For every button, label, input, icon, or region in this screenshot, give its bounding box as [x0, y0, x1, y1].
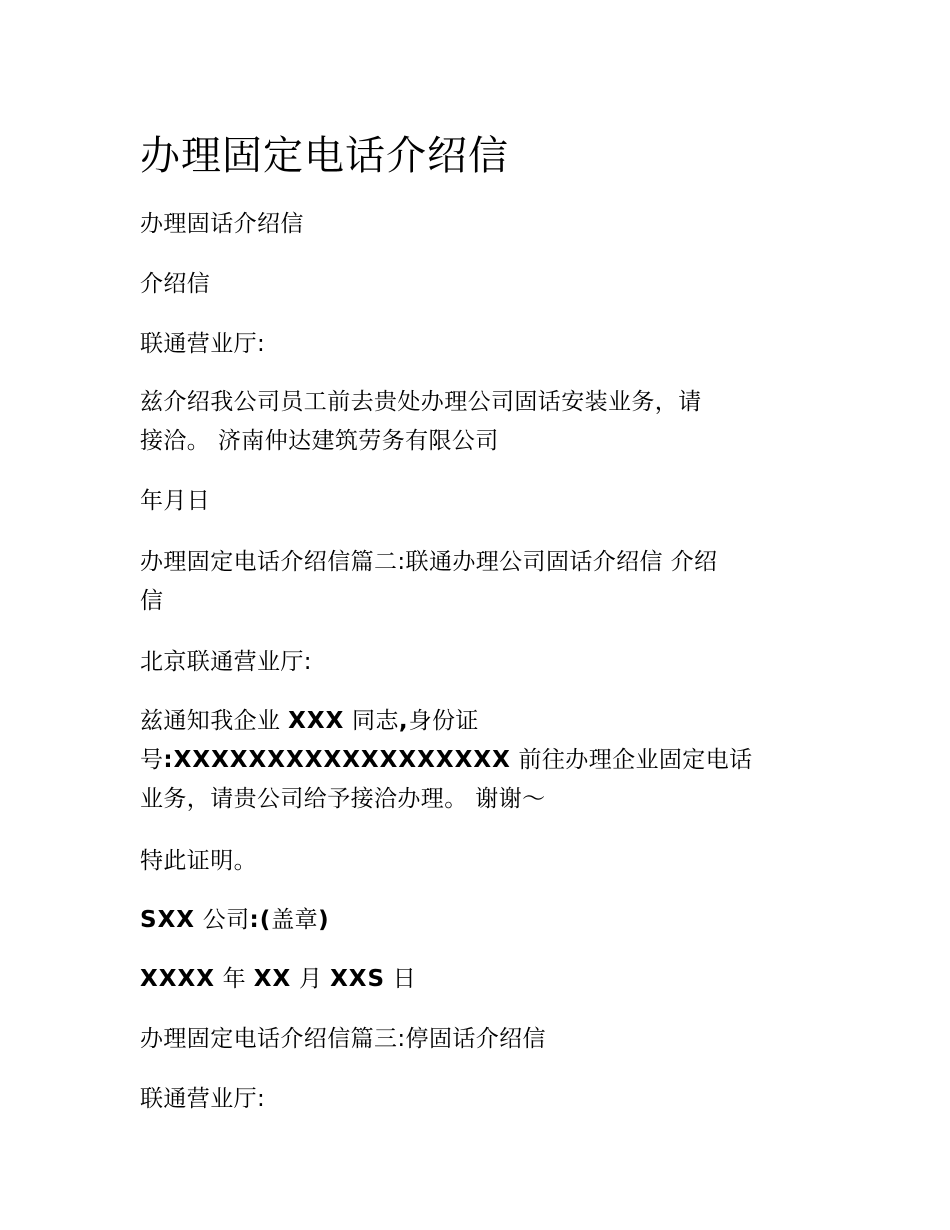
text-span: 公司 — [195, 907, 250, 933]
paragraph-date: 年月日 — [140, 488, 211, 514]
paragraph-section-two-line-1: 办理固定电话介绍信篇二:联通办理公司固话介绍信 介绍 — [140, 549, 718, 575]
paragraph-section-three: 办理固定电话介绍信篇三:停固话介绍信 — [140, 1026, 546, 1052]
paragraph-body-2-line-2 — [140, 741, 820, 780]
paragraph-subheading: 介绍信 — [140, 271, 211, 297]
text-span-bold: XXXX — [140, 966, 215, 992]
text-span: 前往办理企业固定电话 — [510, 747, 753, 773]
text-span-bold: ) — [318, 907, 330, 933]
paragraph-date-placeholder — [140, 960, 820, 999]
text-span-bold: , — [398, 708, 409, 734]
paragraph-company-seal — [140, 901, 820, 940]
text-span-bold: SXX — [140, 907, 196, 933]
paragraph-body-1-line-2: 接洽。 济南仲达建筑劳务有限公司 — [140, 428, 499, 454]
paragraph-body-2 — [140, 702, 820, 819]
text-span-bold: XX — [253, 966, 292, 992]
text-span: 兹通知我企业 — [140, 708, 289, 734]
paragraph-body-1 — [140, 383, 820, 461]
paragraph-salutation-beijing: 北京联通营业厅: — [140, 649, 312, 675]
paragraph-section-two — [140, 543, 820, 621]
document-title: 办理固定电话介绍信 — [140, 133, 509, 179]
paragraph-heading: 办理固话介绍信 — [140, 211, 304, 237]
text-span: 盖章 — [271, 907, 319, 933]
text-span-bold: XXS — [330, 966, 386, 992]
paragraph-section-two-line-2: 信 — [140, 588, 164, 614]
paragraph-certification: 特此证明。 — [140, 848, 257, 874]
text-span: 日 — [385, 966, 417, 992]
paragraph-salutation: 联通营业厅: — [140, 331, 266, 357]
paragraph-body-1-line-1: 兹介绍我公司员工前去贵处办理公司固话安装业务，请 — [140, 389, 702, 415]
text-span-bold: :( — [249, 907, 272, 933]
text-span: 身份证 — [408, 708, 479, 734]
paragraph-salutation-final: 联通营业厅: — [140, 1086, 266, 1112]
text-span: 月 — [291, 966, 331, 992]
text-span-bold: XXX — [288, 708, 345, 734]
text-span: 号 — [140, 747, 164, 773]
text-span-bold: :XXXXXXXXXXXXXXXXXX — [163, 747, 511, 773]
text-span: 年 — [214, 966, 254, 992]
paragraph-body-2-line-1 — [140, 702, 820, 741]
paragraph-body-2-line-3: 业务，请贵公司给予接洽办理。 谢谢～ — [140, 786, 546, 812]
text-span: 同志 — [344, 708, 399, 734]
